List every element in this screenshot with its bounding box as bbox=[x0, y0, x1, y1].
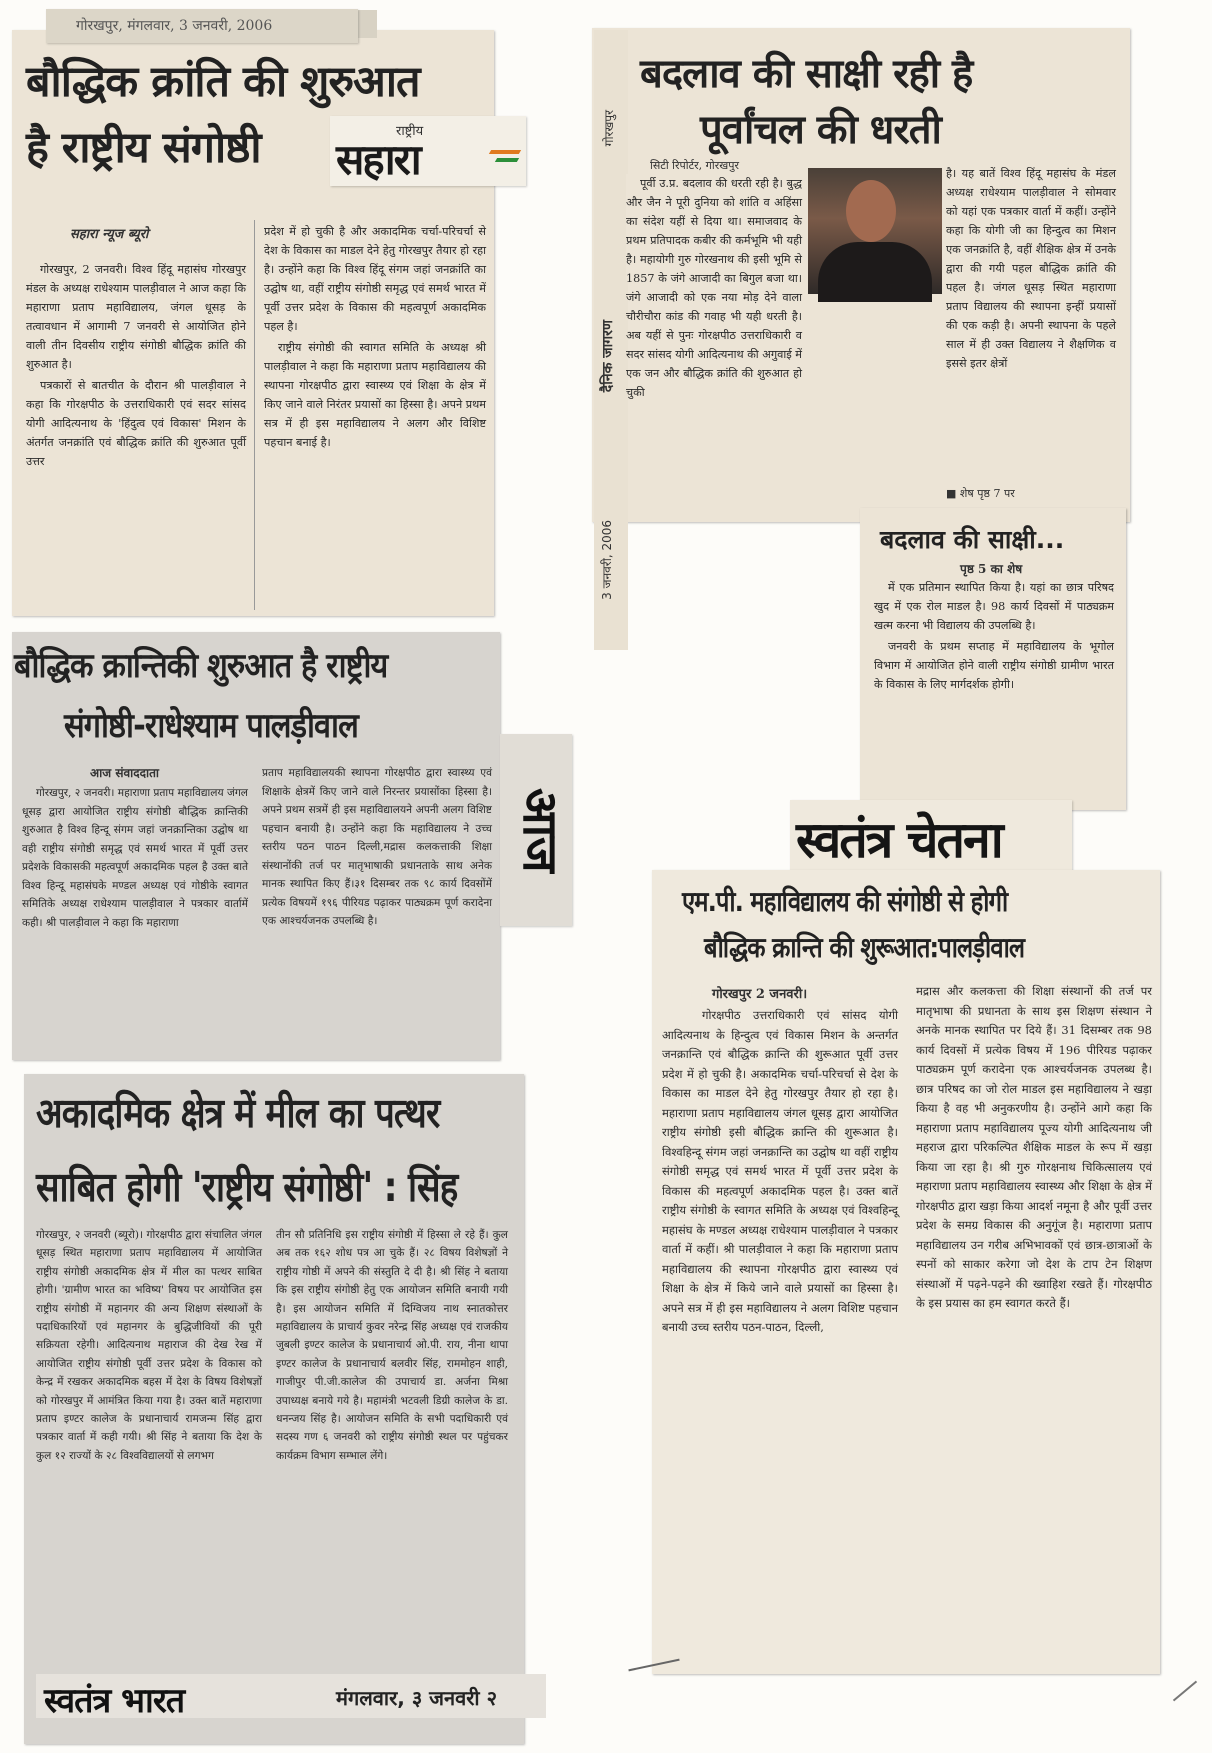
continued-headline: बदलाव की साक्षी... bbox=[880, 525, 1065, 554]
sahara-column-1 bbox=[26, 260, 246, 612]
sahara-date: गोरखपुर, मंगलवार, 3 जनवरी, 2006 bbox=[76, 18, 273, 34]
sahara-masthead: सहारा bbox=[336, 135, 420, 184]
chetna-masthead-box bbox=[790, 800, 1072, 872]
sahara-byline: सहारा न्यूज ब्यूरो bbox=[70, 227, 149, 242]
column-divider bbox=[254, 220, 255, 610]
bharat-headline-1: अकादमिक क्षेत्र में मील का पत्थर bbox=[36, 1089, 440, 1137]
sahara-flag-icon-2 bbox=[495, 158, 519, 162]
jagran-continued: ■ शेष पृष्ठ 7 पर bbox=[946, 487, 1015, 500]
aaj-byline: आज संवाददाता bbox=[90, 766, 160, 780]
aaj-masthead: आज bbox=[512, 788, 568, 873]
chetna-masthead: स्वतंत्र चेतना bbox=[796, 811, 1002, 869]
chetna-headline-1: एम.पी. महाविद्यालय की संगोष्ठी से होगी bbox=[682, 885, 1008, 918]
sahara-headline-1: बौद्धिक क्रांति की शुरुआत bbox=[26, 57, 420, 107]
sahara-masthead-small: राष्ट्रीय bbox=[396, 124, 424, 139]
jagran-vertical-city: गोरखपुर bbox=[602, 110, 616, 147]
chetna-dateline: गोरखपुर 2 जनवरी। bbox=[712, 987, 808, 1002]
chetna-column-1: गोरक्षपीठ उत्तराधिकारी एवं सांसद योगी आदित्यनाथ के हिन्दुत्व एवं विकास मिशन के अन्तर्गत जनक्रान्ति एवं बौद्धिक क्रान्ति की शुरूआत पूर्वी उत्तर प्रदेश में हो चुकी है। अकादमिक चर्चा-परिचर्चा से देश के विकास का माडल देने हेतु गोरखपुर तैयार हो रहा है। महाराणा प्रताप महाविद्यालय जंगल धूसड़ द्वारा आयोजित राष्ट्रीय संगोष्ठी इसी बौद्धिक क्रान्ति की शुरूआत है। विश्वहिन्दू संगम जहां जनक्रान्ति का उद्घोष था वहीं राष्ट्रीय संगोष्ठी समृद्ध एवं समर्थ भारत में पूर्वी उत्तर प्रदेश के विकास की महत्वपूर्ण अकादमिक पहल है। उक्त बातें राष्ट्रीय संगोष्ठी के स्वागत समिति के अध्यक्ष एवं विश्वहिन्दू महासंघ के मण्डल अध्यक्ष राधेश्याम पालड़ीवाल ने पत्रकार वार्ता में कहीं। श्री पालड़ीवाल ने कहा कि महाराणा प्रताप महाविद्यालय की स्थापना गोरक्षपीठ द्वारा स्वास्थ्य एवं शिक्षा के क्षेत्र में किये जाने वाले प्रयासों का हिस्सा है। अपने सत्र में ही इस महाविद्यालय ने अलग विशिष्ट पहचान बनायी उच्च स्तरीय पठन-पाठन, दिल्ली, bbox=[662, 1008, 898, 1334]
jagran-column-2: है। यह बातें विश्व हिंदू महासंघ के मंडल अध्यक्ष राधेश्याम पालड़ीवाल ने सोमवार को यहां एक पत्रकार वार्ता में कहीं। उन्होंने कहा कि योगी जी का हिन्दुत्व का मिशन एक जनक्रांति है, वहीं शैक्षिक क्षेत्र में उनके द्वारा की गयी पहल बौद्धिक क्रांति की पहल है। जंगल धूसड़ स्थित महाराणा प्रताप विद्यालय की स्थापना इन्हीं प्रयासों की एक कड़ी है। अपनी स्थापना के पहले साल में ही उक्त विद्यालय ने शैक्षणिक व इससे इतर क्षेत्रों bbox=[946, 167, 1116, 370]
chetna-headline-2: बौद्धिक क्रान्ति की शुरूआत:पालड़ीवाल bbox=[704, 931, 1025, 964]
aaj-column-2: प्रताप महाविद्यालयकी स्थापना गोरक्षपीठ द्वारा स्वास्थ्य एवं शिक्षाके क्षेत्रमें किए जाने वाले निरन्तर प्रयासोंका हिस्सा है। अपने प्रथम सत्रमें ही इस महाविद्यालयने अपनी अलग विशिष्ट पहचान बनायी है। उन्होंने कहा कि महाविद्यालय ने उच्च स्तरीय पठन पाठन दिल्ली,मद्रास कलकत्ताकी शिक्षा संस्थानोंकी तर्ज पर मातृभाषाकी प्रधानताके साथ अनेक मानक स्थापित किए हैं।३१ दिसम्बर तक ९८ कार्य दिवसोंमें प्रत्येक विषयमें १९६ पीरियड पढ़ाकर पाठ्यक्रम पूर्ण करादेना एक आश्चर्यजनक उपलब्धि है। bbox=[262, 767, 492, 927]
continued-body bbox=[874, 578, 1114, 802]
sahara-flag-icon bbox=[489, 150, 521, 154]
aaj-headline-1: बौद्धिक क्रान्तिकी शुरुआत है राष्ट्रीय bbox=[14, 646, 388, 686]
sahara-date-strip bbox=[46, 9, 358, 43]
continued-para: जनवरी के प्रथम सप्ताह में महाविद्यालय के भूगोल विभाग में आयोजित होने वाली राष्ट्रीय संगोष्ठी ग्रामीण भारत के विकास के लिए मार्गदर्शक होगी। bbox=[874, 640, 1114, 691]
continued-sub: पृष्ठ 5 का शेष bbox=[960, 562, 1023, 576]
jagran-column-1-full bbox=[626, 296, 858, 496]
jagran-headline-2: पूर्वांचल की धरती bbox=[700, 107, 941, 153]
continued-para: में एक प्रतिमान स्थापित किया है। यहां का छात्र परिषद खुद में एक रोल माडल है। 98 कार्य दिवसों में पाठ्यक्रम खत्म करना भी विद्यालय की उपलब्धि है। bbox=[874, 581, 1114, 632]
sahara-para: पत्रकारों से बातचीत के दौरान श्री पालड़ीवाल ने कहा कि गोरक्षपीठ के उत्तराधिकारी एवं सदर सांसद योगी आदित्यनाथ के 'हिंदुत्व एवं विकास' मिशन के अंतर्गत जनक्रांति एवं बौद्धिक क्रांति की शुरुआत पूर्वी उत्तर bbox=[26, 379, 246, 468]
sahara-para: राष्ट्रीय संगोष्ठी की स्वागत समिति के अध्यक्ष श्री पालड़ीवाल ने कहा कि महाराणा प्रताप महाविद्यालय की स्थापना गोरक्षपीठ द्वारा स्वास्थ्य एवं शिक्षा के क्षेत्र में किए जाने वाले निरंतर प्रयासों का हिस्सा है। अपने प्रथम सत्र में ही इस महाविद्यालय ने अलग और विशिष्ट पहचान बनाई है। bbox=[264, 341, 486, 449]
bharat-masthead-date: मंगलवार, ३ जनवरी २ bbox=[336, 1686, 497, 1710]
photo-face bbox=[846, 180, 896, 242]
bharat-headline-2: साबित होगी 'राष्ट्रीय संगोष्ठी' : सिंह bbox=[36, 1163, 458, 1211]
jagran-vertical-paper: दैनिक जागरण bbox=[600, 320, 616, 393]
aaj-headline-2: संगोष्ठी-राधेश्याम पालड़ीवाल bbox=[64, 706, 358, 746]
aaj-masthead-box bbox=[500, 734, 572, 926]
sahara-para: गोरखपुर, 2 जनवरी। विश्व हिंदू महासंघ गोरखपुर मंडल के अध्यक्ष राधेश्याम पालड़ीवाल ने आज कहा कि महाराणा प्रताप महाविद्यालय, जंगल धूसड़ के तत्वावधान में आगामी 7 जनवरी से आयोजित होने वाली तीन दिवसीय राष्ट्रीय संगोष्ठी बौद्धिक क्रांति की शुरुआत है। bbox=[26, 263, 246, 371]
bharat-masthead-bar bbox=[36, 1674, 546, 1721]
sahara-column-2 bbox=[264, 222, 486, 612]
corner-mark bbox=[1173, 1681, 1197, 1702]
chetna-column-2: मद्रास और कलकत्ता की शिक्षा संस्थानों की तर्ज पर मातृभाषा की प्रधानता के साथ इस शिक्षण संस्थान ने अनके मानक स्थापित पर दिये हैं। 31 दिसम्बर तक 98 कार्य दिवसों में प्रत्येक विषय में 196 पीरियड पढ़ाकर पाठ्यक्रम पूर्ण करादेना एक आश्चर्यजनक उपलब्ध है। छात्र परिषद का जो रोल माडल इस महाविद्यालय ने खड़ा किया है वह भी अनुकरणीय है। उन्होंने आगे कहा कि महाराणा प्रताप महाविद्यालय पूज्य योगी आदित्यनाथ जी महराज द्वारा परिकल्पित शैक्षिक माडल के रूप में खड़ा किया जा रहा है। श्री गुरु गोरक्षनाथ चिकित्सालय एवं महाराणा प्रताप महाविद्यालय स्वास्थ्य और शिक्षा के क्षेत्र में गोरक्षपीठ द्वारा खड़ा किया आदर्श नमूना है और पूर्वी उत्तर प्रदेश के समग्र विकास की अनुगूंज है। महाराणा प्रताप महाविद्यालय उन गरीब अभिभावकों एवं छात्र-छात्राओं के स्पनों को साकार करेगा जो देश के टाप टेन शिक्षण संस्थाओं में पढ़ने-पढ़ने की ख्वाहिश रखते हैं। गोरक्षपीठ के इस प्रयास का हम स्वागत करते हैं। bbox=[916, 984, 1152, 1310]
aaj-column-1: गोरखपुर, २ जनवरी। महाराणा प्रताप महाविद्यालय जंगल धूसड़ द्वारा आयोजित राष्ट्रीय संगोष्ठी बौद्धिक क्रान्तिकी शुरुआत है विश्व हिन्दू संगम जहां जनक्रान्तिका उद्घोष था वही राष्ट्रीय संगोष्ठी समृद्ध एवं समर्थ भारत में पूर्वी उत्तर प्रदेशके विकासकी महत्वपूर्ण अकादमिक पहल है उक्त बाते विश्व हिन्दू महासंघके मण्डल अध्यक्ष एवं गोष्ठीके स्वागत समितिके अध्यक्ष राधेश्याम पालड़ीवाल ने पत्रकार वार्तामें कही। श्री पालड़ीवाल ने कहा कि महाराणा bbox=[22, 787, 248, 929]
jagran-vertical-date: 3 जनवरी, 2006 bbox=[600, 520, 614, 600]
bharat-masthead: स्वतंत्र भारत bbox=[44, 1681, 185, 1721]
sahara-masthead-box bbox=[330, 116, 526, 186]
jagran-byline: सिटी रिपोर्टर, गोरखपुर bbox=[650, 159, 739, 172]
jagran-photo bbox=[808, 168, 942, 294]
bharat-column-2: तीन सौ प्रतिनिधि इस राष्ट्रीय संगोष्ठी में हिस्सा ले रहे हैं। कुल अब तक १६२ शोध पत्र आ चुके हैं। २८ विषय विशेषज्ञों ने राष्ट्रीय गोष्ठी में अपने की संस्तुति दे दी है। श्री सिंह ने बताया कि इस राष्ट्रीय संगोष्ठी हेतु एक आयोजन समिति बनायी गयी है। इस आयोजन समिति में दिग्विजय नाथ स्नातकोत्तर महाविद्यालय के प्राचार्य कुवर नरेन्द्र सिंह अध्यक्ष एवं राजकीय जुबली इण्टर कालेज के प्रधानाचार्य ओ.पी. राय, नीना थापा इण्टर कालेज के प्रधानाचार्य बलवीर सिंह, राममोहन शाही, गाजीपुर पी.जी.कालेज की उपाचार्य डा. अर्जना मिश्रा उपाध्यक्ष बनाये गये है। महामंत्री भटवली डिग्री कालेज के डा. धनन्जय सिंह है। आयोजन समिति के सभी पदाधिकारी एवं सदस्य गण ६ जनवरी को राष्ट्रीय संगोष्ठी स्थल पर पहुंचकर कार्यक्रम विभाग सम्भाल लेंगे। bbox=[276, 1229, 508, 1462]
sahara-headline-2: है राष्ट्रीय संगोष्ठी bbox=[26, 123, 261, 173]
bharat-column-1: गोरखपुर, २ जनवरी (ब्यूरो)। गोरक्षपीठ द्वारा संचालित जंगल धूसड़ स्थित महाराणा प्रताप महाविद्यालय में आयोजित राष्ट्रीय संगोष्ठी अकादमिक क्षेत्र में मील का पत्थर साबित होगी। 'ग्रामीण भारत का भविष्य' विषय पर आयोजित इस राष्ट्रीय संगोष्ठी में महानगर की अन्य शिक्षण संस्थाओं के पदाधिकारियों एवं महानगर के बुद्धिजीवियों की पूरी सक्रियता रहेगी। आदित्यनाथ महाराज की देख रेख में आयोजित राष्ट्रीय संगोष्ठी पूर्वी उत्तर प्रदेश के विकास को केन्द्र में रखकर अकादमिक बहस में देश के विषय विशेषज्ञों को गोरखपुर में आमंत्रित किया गया है। उक्त बातें महाराणा प्रताप इण्टर कालेज के प्रधानाचार्य रामजन्म सिंह द्वारा पत्रकार वार्ता में कही गयी। श्री सिंह ने बताया कि देश के कुल १२ राज्यों के २८ विश्वविद्यालयों से लगभग bbox=[36, 1229, 262, 1462]
jagran-headline-1: बदलाव की साक्षी रही है bbox=[640, 51, 973, 97]
sahara-para: प्रदेश में हो चुकी है और अकादमिक चर्चा-परिचर्चा से देश के विकास का माडल देने हेतु गोरखपुर तैयार हो रहा है। उन्होंने कहा कि विश्व हिंदू संगम जहां जनक्रांति का उद्घोष था, वहीं राष्ट्रीय संगोष्ठी समृद्ध एवं समर्थ भारत में पूर्वी उत्तर प्रदेश के विकास की महत्वपूर्ण अकादमिक पहल है। bbox=[264, 225, 486, 333]
jagran-column-1: पूर्वी उ.प्र. बदलाव की धरती रही है। बुद्ध और जैन ने पूरी दुनिया को शांति व अहिंसा का संदेश यहीं से दिया था। समाजवाद के प्रथम प्रतिपादक कबीर की कर्मभूमि भी यही है। महायोगी गुरु गोरखनाथ की इसी भूमि से 1857 के जंगे आजादी का बिगुल बजा था। जंगे आजादी को एक नया मोड़ देने वाला चौरीचौरा कांड की गवाह भी यही धरती है। अब यहीं से पुनः गोरक्षपीठ उत्तराधिकारी व सदर सांसद योगी आदित्यनाथ की अगुवाई में एक जन और बौद्धिक क्रांति की शुरुआत हो चुकी bbox=[626, 174, 802, 280]
